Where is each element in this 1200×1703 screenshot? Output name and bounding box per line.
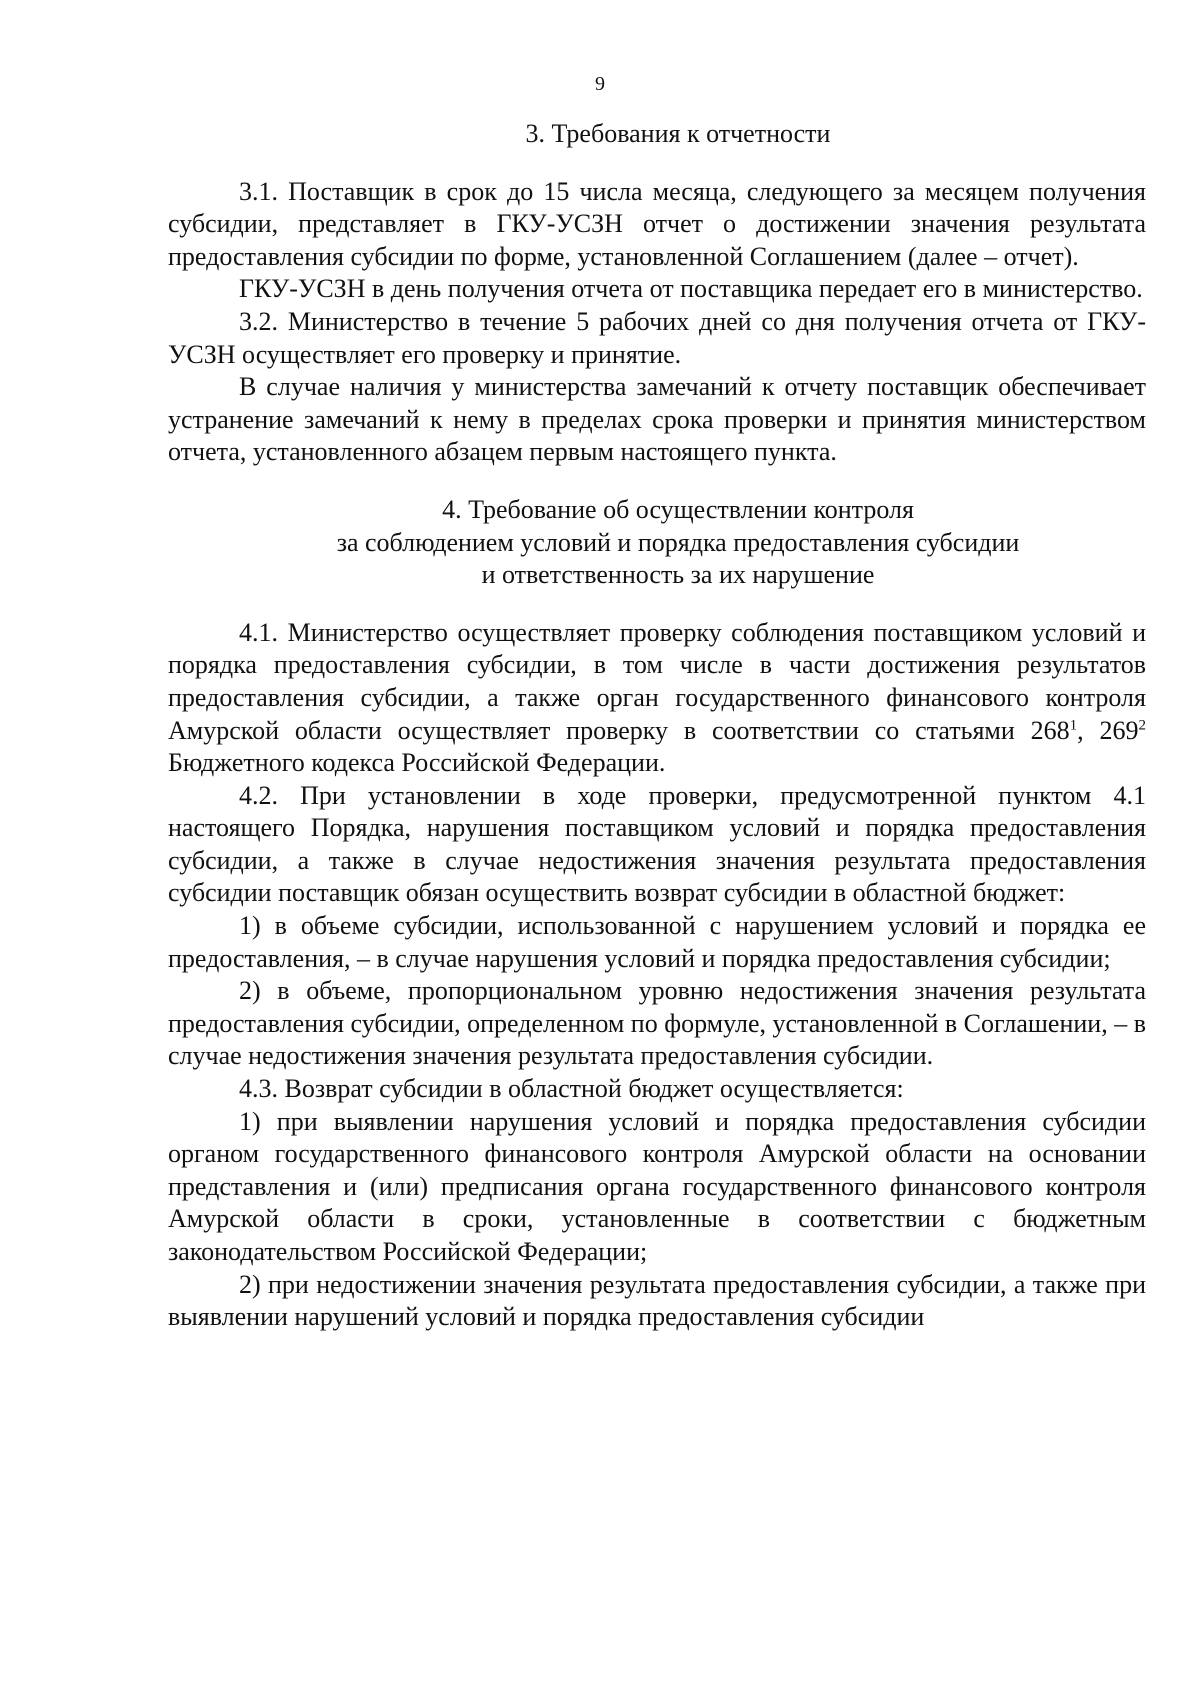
page-number: 9 [595, 73, 605, 95]
paragraph-4-3-item-2: 2) при недостижении значения результата предоставления субсидии, а также при выявлении нарушений условий и порядка предоставления субсидии [168, 1269, 1146, 1332]
paragraph-4-1-text: 4.1. Министерство осуществляет проверку соблюдения поставщиком условий и порядка предоставления субсидии, в том числе в части достижения результатов предоставления субсидии, а также орган государственного финансового контроля Амурской области осуществляет проверку в соответствии со статьями 268 [168, 617, 1146, 745]
paragraph-4-2-item-2: 2) в объеме, пропорциональном уровню недостижения значения результата предоставления субсидии, определенном по формуле, установленной в Соглашении, – в случае недостижения значения результата предоставления субсидии. [168, 976, 1146, 1071]
paragraph-4-2-item-1: 1) в объеме субсидии, использованной с нарушением условий и порядка ее предоставления, – в случае нарушения условий и порядка предоставления субсидии; [168, 911, 1146, 973]
section-4-heading [210, 494, 1146, 592]
document-body [168, 118, 1146, 1334]
section-4-heading-line-1: 4. Требование об осуществлении контроля [442, 494, 914, 524]
paragraph-4-1 [168, 617, 1146, 780]
paragraph-4-3-item-1: 1) при выявлении нарушения условий и порядка предоставления субсидии органом государственного финансового контроля Амурской области на основании представления и (или) предписания органа государственного финансового контроля Амурской области в сроки, установленные в соответствии с бюджетным законодательством Российской Федерации; [168, 1106, 1146, 1266]
paragraph-4-2: 4.2. При установлении в ходе проверки, предусмотренной пунктом 4.1 настоящего Порядка, нарушения поставщиком условий и порядка предоставления субсидии, а также в случае недостижения значения результата предоставления субсидии поставщик обязан осуществить возврат субсидии в областной бюджет: [168, 780, 1146, 908]
paragraph-3-1-transfer: ГКУ-УСЗН в день получения отчета от поставщика передает его в министерство. [239, 274, 1143, 304]
paragraph-4-3: 4.3. Возврат субсидии в областной бюджет осуществляется: [239, 1074, 904, 1104]
section-4-heading-line-2: за соблюдением условий и порядка предоставления субсидии [336, 527, 1020, 557]
section-4-heading-line-3: и ответственность за их нарушение [481, 560, 875, 590]
paragraph-3-2: 3.2. Министерство в течение 5 рабочих дней со дня получения отчета от ГКУ-УСЗН осуществляет его проверку и принятие. [168, 306, 1146, 369]
paragraph-4-1-mid: , 269 [1077, 715, 1139, 745]
footnote-sup-1: 1 [1069, 716, 1078, 733]
section-3-heading: 3. Требования к отчетности [525, 119, 831, 148]
paragraph-4-1-end: Бюджетного кодекса Российской Федерации. [168, 748, 666, 778]
paragraph-3-1: 3.1. Поставщик в срок до 15 числа месяца, следующего за месяцем получения субсидии, представляет в ГКУ-УСЗН отчет о достижении значения результата предоставления субсидии по форме, установленной Соглашением (далее – отчет). [168, 176, 1146, 271]
paragraph-3-2-remarks: В случае наличия у министерства замечаний к отчету поставщик обеспечивает устранение замечаний к нему в пределах срока проверки и принятия министерством отчета, установленного абзацем первым настоящего пункта. [168, 372, 1146, 467]
footnote-sup-2: 2 [1138, 716, 1146, 733]
